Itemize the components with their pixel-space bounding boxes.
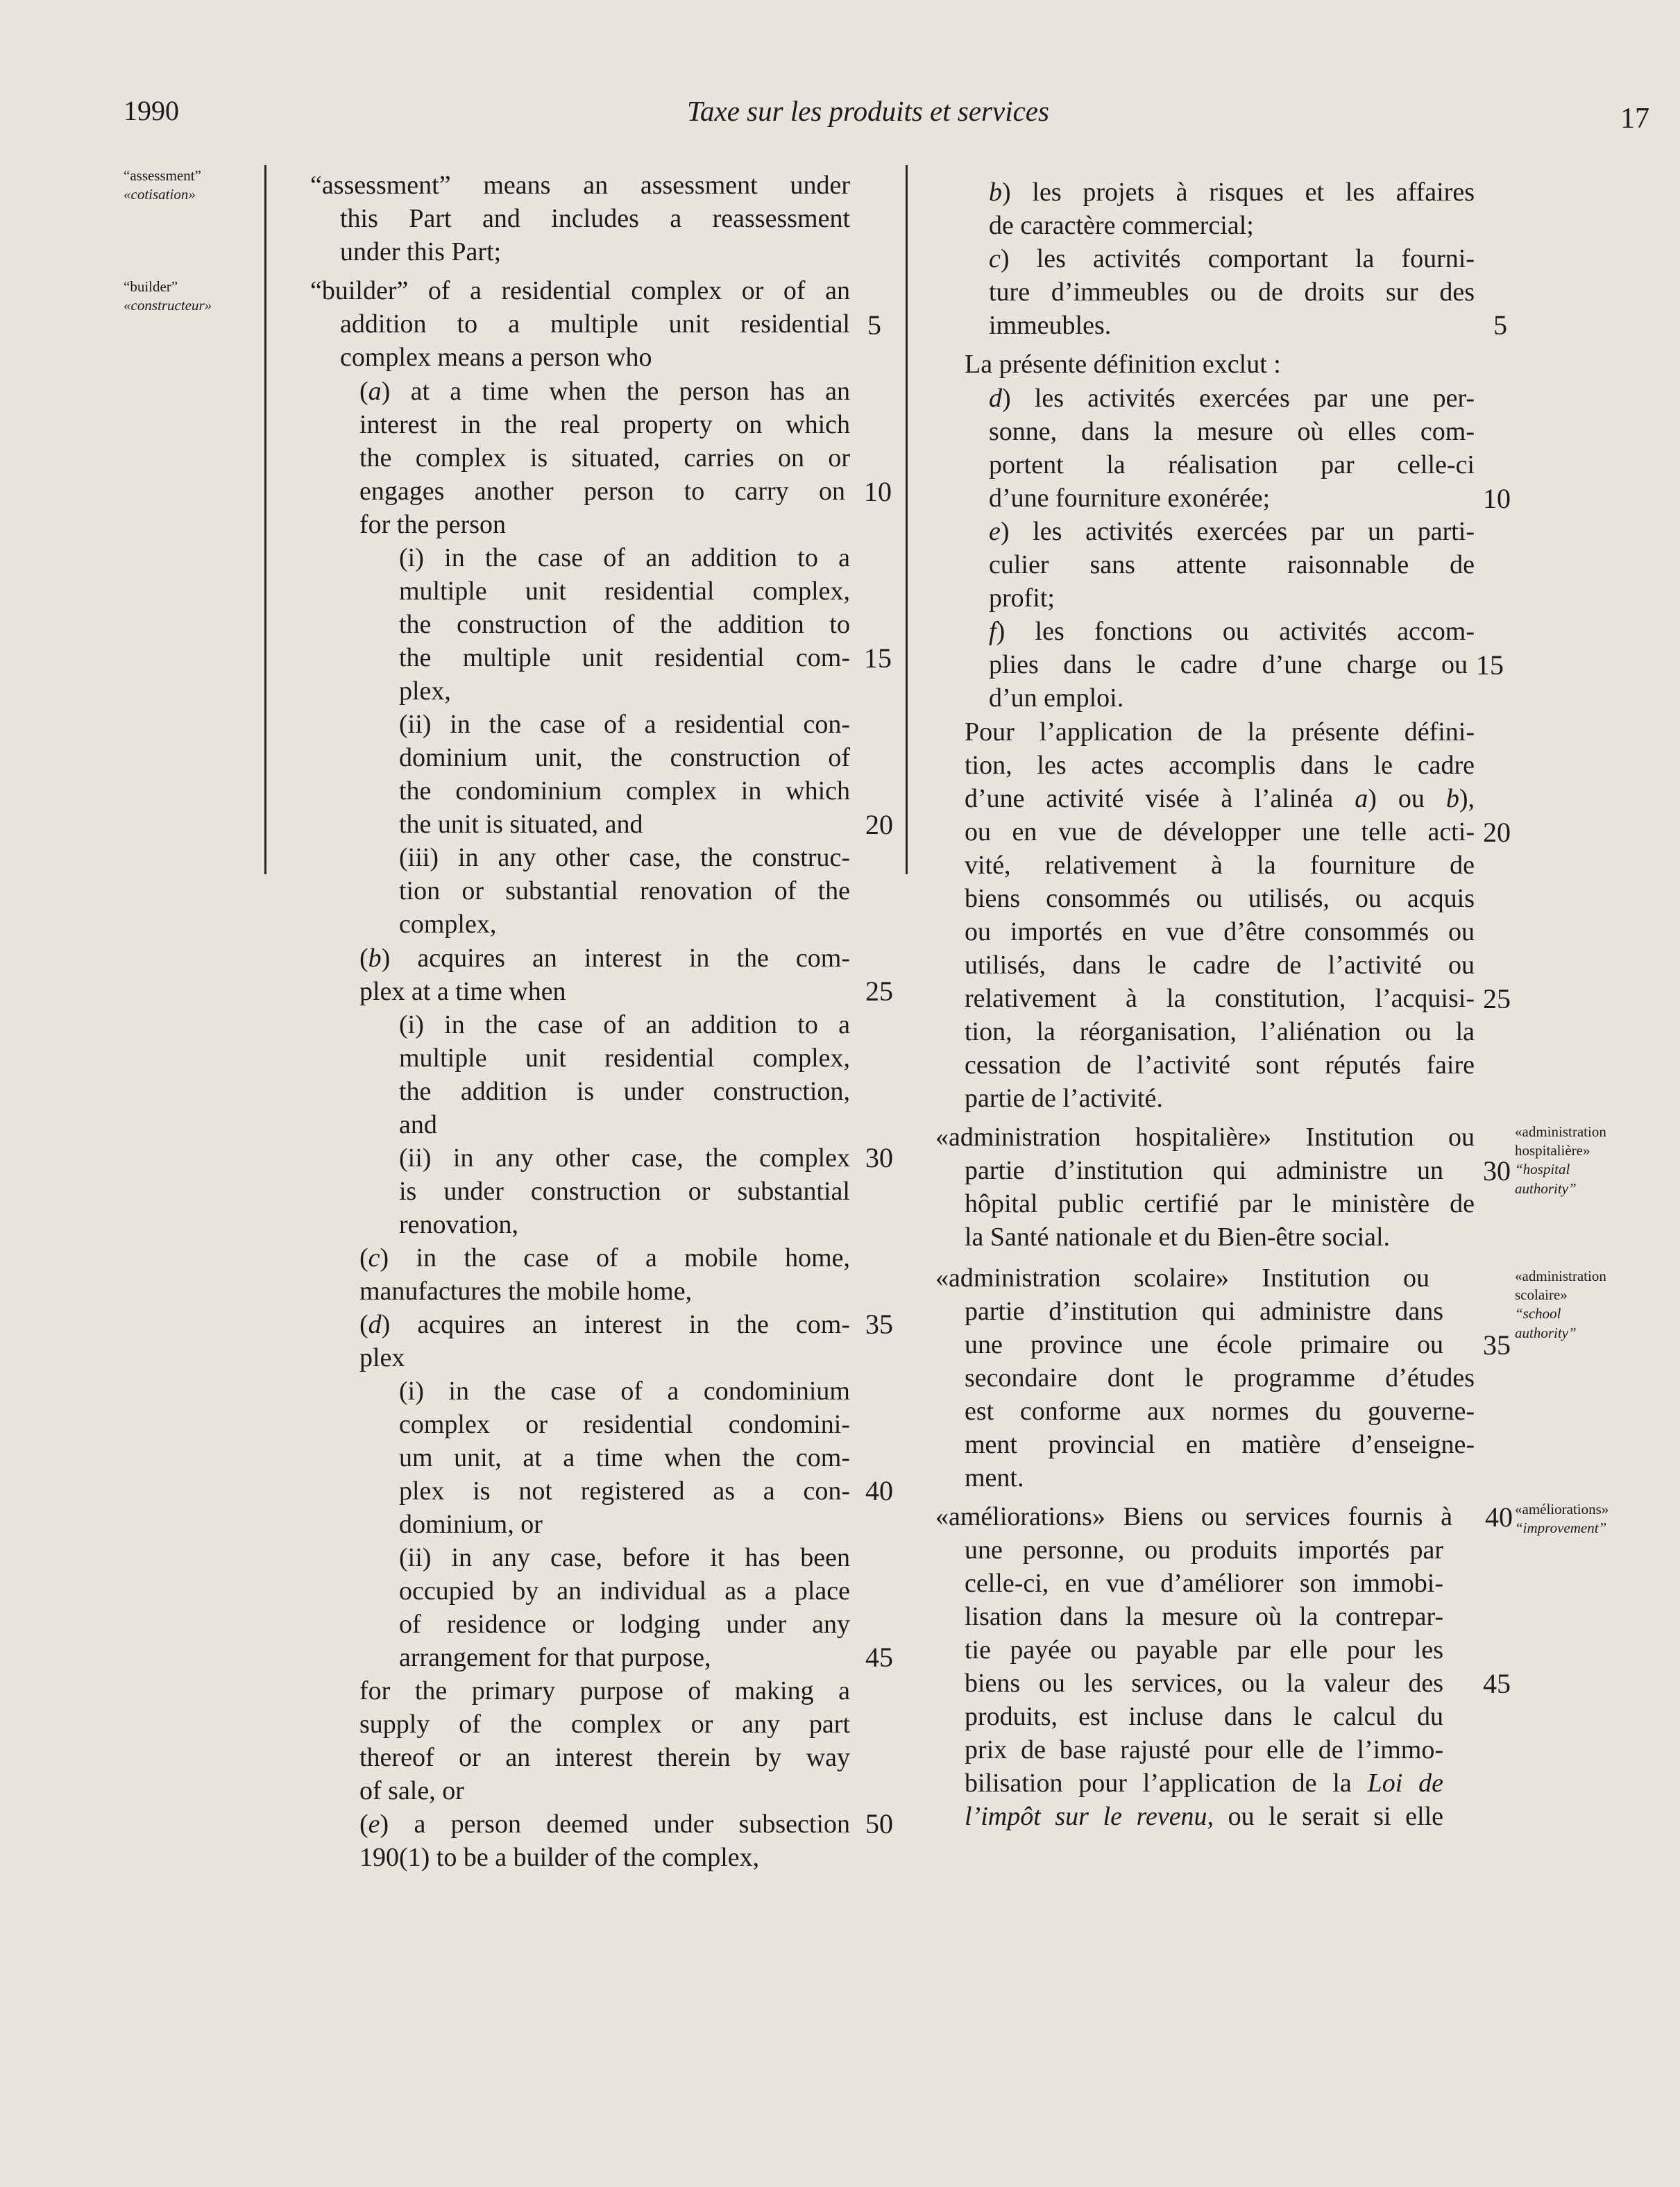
right-column-line: hôpital public certifié par le ministère de	[965, 1191, 1475, 1218]
left-column-line: (a) at a time when the person has an	[359, 378, 850, 406]
left-column-line: under this Part;	[340, 237, 502, 266]
left-column-line: um unit, at a time when the com-	[399, 1445, 850, 1472]
right-line-number: 35	[1483, 1329, 1511, 1361]
right-line-number: 40	[1485, 1501, 1513, 1533]
left-line-number: 25	[865, 976, 893, 1007]
right-line-number: 20	[1483, 817, 1511, 848]
right-column-line: est conforme aux normes du gouverne-	[965, 1398, 1475, 1426]
right-column-line: La présente définition exclut :	[965, 350, 1281, 379]
right-column-line: plies dans le cadre d’une charge ou	[989, 652, 1468, 679]
right-column-line: produits, est incluse dans le calcul du	[965, 1703, 1443, 1731]
left-line-number: 20	[865, 809, 893, 840]
right-column-line: d’une activité visée à l’alinéa a) ou b),	[965, 785, 1475, 813]
right-column-line: c) les activités comportant la fourni-	[989, 246, 1475, 273]
right-column-line: tion, les actes accomplis dans le cadre	[965, 752, 1475, 780]
left-column-line: (ii) in the case of a residential con-	[399, 711, 850, 739]
right-column-line: immeubles.	[989, 311, 1112, 340]
right-column-line: secondaire dont le programme d’études	[965, 1365, 1475, 1393]
margin-note-en: “assessment”	[124, 167, 201, 184]
left-column-line: for the person	[359, 510, 507, 539]
left-column-line: plex is not registered as a con-	[399, 1478, 850, 1506]
page-number: 17	[1620, 103, 1649, 135]
left-column-line: plex	[359, 1343, 405, 1372]
right-column-line: f) les fonctions ou activités accom-	[989, 618, 1475, 646]
running-title: Taxe sur les produits et services	[687, 95, 1049, 127]
right-column-line: une province une école primaire ou	[965, 1331, 1443, 1359]
right-column-line: Pour l’application de la présente défini-	[965, 719, 1475, 747]
left-column-line: tion or substantial renovation of the	[399, 878, 850, 905]
left-column-line: manufactures the mobile home,	[359, 1277, 693, 1306]
margin-note-line: “school	[1515, 1305, 1561, 1322]
left-column-line: the complex is situated, carries on or	[359, 445, 850, 473]
right-column-line: biens consommés ou utilisés, ou acquis	[965, 885, 1475, 913]
left-line-number: 5	[867, 309, 881, 341]
right-column-line: ment provincial en matière d’enseigne-	[965, 1431, 1475, 1459]
left-column-line: of sale, or	[359, 1776, 464, 1805]
right-column-line: sonne, dans la mesure où elles com-	[989, 418, 1475, 446]
left-column-line: is under construction or substantial	[399, 1178, 850, 1206]
right-column-line: culier sans attente raisonnable de	[989, 552, 1475, 579]
margin-note-en: “builder”	[124, 278, 178, 295]
right-column-line: vité, relativement à la fourniture de	[965, 852, 1475, 880]
left-column-line: and	[399, 1110, 437, 1139]
right-column-line: utilisés, dans le cadre de l’activité ou	[965, 952, 1475, 980]
right-column-line: relativement à la constitution, l’acquisi-	[965, 985, 1475, 1013]
left-line-number: 35	[865, 1309, 893, 1340]
left-column-line: thereof or an interest therein by way	[359, 1744, 850, 1772]
right-column-line: une personne, ou produits importés par	[965, 1537, 1443, 1565]
left-column-line: complex means a person who	[340, 343, 652, 372]
left-line-number: 15	[864, 643, 892, 674]
left-column-line: interest in the real property on which	[359, 411, 850, 439]
left-line-number: 30	[865, 1142, 893, 1173]
left-column-line: the unit is situated, and	[399, 810, 643, 839]
left-line-number: 50	[865, 1808, 893, 1839]
right-column-line: tie payée ou payable par elle pour les	[965, 1637, 1443, 1665]
right-line-number: 30	[1483, 1155, 1511, 1186]
left-column-line: (ii) in any case, before it has been	[399, 1544, 850, 1572]
right-column-line: profit;	[989, 584, 1055, 613]
left-column-line: (i) in the case of an addition to a	[399, 545, 850, 572]
left-line-number: 45	[865, 1642, 893, 1673]
right-line-number: 15	[1476, 649, 1504, 681]
left-column-line: (d) acquires an interest in the com-	[359, 1311, 850, 1339]
right-column-line: prix de base rajusté pour elle de l’immo-	[965, 1737, 1443, 1764]
center-column-rule	[906, 165, 908, 874]
right-column-line: b) les projets à risques et les affaires	[989, 179, 1475, 207]
left-column-line: multiple unit residential complex,	[399, 578, 850, 606]
left-column-line: (i) in the case of a condominium	[399, 1378, 850, 1406]
margin-note-line: scolaire»	[1515, 1286, 1568, 1303]
right-column-line: bilisation pour l’application de la Loi de	[965, 1770, 1443, 1798]
left-column-line: arrangement for that purpose,	[399, 1643, 711, 1672]
left-column-line: supply of the complex or any part	[359, 1711, 850, 1739]
left-line-number: 10	[864, 476, 892, 507]
left-column-line: (ii) in any other case, the complex	[399, 1145, 850, 1173]
left-column-rule	[264, 165, 266, 874]
right-column-line: ou importés en vue d’être consommés ou	[965, 919, 1475, 946]
right-line-number: 10	[1483, 483, 1511, 514]
margin-note-line: authority”	[1515, 1325, 1577, 1341]
right-column-line: lisation dans la mesure où la contrepar-	[965, 1603, 1443, 1631]
right-line-number: 25	[1483, 983, 1511, 1014]
right-column-line: partie d’institution qui administre un	[965, 1157, 1443, 1185]
right-column-line: d’un emploi.	[989, 683, 1124, 713]
right-column-line: cessation de l’activité sont réputés faire	[965, 1052, 1475, 1080]
left-column-line: for the primary purpose of making a	[359, 1678, 850, 1705]
right-column-line: e) les activités exercées par un parti-	[989, 518, 1475, 546]
right-column-line: d) les activités exercées par une per-	[989, 385, 1475, 413]
margin-note-fr: «cotisation»	[124, 186, 196, 203]
margin-note-line: «administration	[1515, 1268, 1606, 1284]
right-column-line: «améliorations» Biens ou services fournis à	[935, 1504, 1452, 1531]
right-column-line: d’une fourniture exonérée;	[989, 484, 1271, 513]
left-column-line: (c) in the case of a mobile home,	[359, 1245, 850, 1273]
margin-note-line: “improvement”	[1515, 1520, 1607, 1536]
left-column-line: “assessment” means an assessment under	[310, 172, 850, 200]
margin-note-line: “hospital	[1515, 1161, 1570, 1177]
left-column-line: this Part and includes a reassessment	[340, 205, 850, 233]
right-column-line: ture d’immeubles ou de droits sur des	[989, 279, 1475, 307]
margin-note-line: hospitalière»	[1515, 1142, 1590, 1159]
right-column-line: «administration hospitalière» Institution ou	[935, 1124, 1475, 1152]
left-column-line: (iii) in any other case, the construc-	[399, 844, 850, 872]
right-line-number: 45	[1483, 1668, 1511, 1699]
margin-note-line: authority”	[1515, 1180, 1577, 1197]
left-column-line: engages another person to carry on	[359, 478, 845, 506]
left-column-line: plex at a time when	[359, 977, 566, 1006]
margin-note-line: «améliorations»	[1515, 1501, 1609, 1517]
left-column-line: occupied by an individual as a place	[399, 1578, 850, 1606]
right-column-line: la Santé nationale et du Bien-être social.	[965, 1223, 1391, 1252]
right-column-line: de caractère commercial;	[989, 211, 1254, 240]
right-column-line: tion, la réorganisation, l’aliénation ou la	[965, 1019, 1475, 1046]
left-column-line: (b) acquires an interest in the com-	[359, 945, 850, 973]
left-column-line: dominium, or	[399, 1510, 543, 1539]
left-column-line: the multiple unit residential com-	[399, 645, 850, 672]
right-column-line: ou en vue de développer une telle acti-	[965, 819, 1475, 846]
left-column-line: complex or residential condomini-	[399, 1411, 850, 1439]
margin-note-line: «administration	[1515, 1123, 1606, 1140]
left-column-line: complex,	[399, 910, 497, 939]
left-column-line: the condominium complex in which	[399, 778, 850, 806]
left-column-line: dominium unit, the construction of	[399, 744, 850, 772]
left-column-line: multiple unit residential complex,	[399, 1045, 850, 1073]
left-column-line: the addition is under construction,	[399, 1078, 850, 1106]
left-line-number: 40	[865, 1475, 893, 1506]
right-column-line: l’impôt sur le revenu, ou le serait si elle	[965, 1803, 1443, 1831]
left-column-line: (i) in the case of an addition to a	[399, 1012, 850, 1039]
right-column-line: ment.	[965, 1463, 1024, 1492]
left-column-line: plex,	[399, 676, 451, 706]
right-column-line: biens ou les services, ou la valeur des	[965, 1670, 1443, 1698]
right-column-line: partie d’institution qui administre dans	[965, 1298, 1443, 1326]
left-column-line: 190(1) to be a builder of the complex,	[359, 1843, 760, 1872]
right-line-number: 5	[1493, 309, 1507, 341]
left-column-line: renovation,	[399, 1210, 519, 1239]
year: 1990	[124, 95, 179, 126]
left-column-line: the construction of the addition to	[399, 611, 850, 639]
left-column-line: addition to a multiple unit residential	[340, 311, 850, 339]
right-column-line: partie de l’activité.	[965, 1084, 1163, 1113]
right-column-line: celle-ci, en vue d’améliorer son immobi-	[965, 1570, 1443, 1598]
margin-note-fr: «constructeur»	[124, 297, 212, 314]
left-column-line: of residence or lodging under any	[399, 1611, 850, 1639]
right-column-line: portent la réalisation par celle-ci	[989, 452, 1475, 479]
left-column-line: (e) a person deemed under subsection	[359, 1811, 850, 1839]
left-column-line: “builder” of a residential complex or of an	[310, 278, 850, 305]
right-column-line: «administration scolaire» Institution ou	[935, 1265, 1429, 1293]
